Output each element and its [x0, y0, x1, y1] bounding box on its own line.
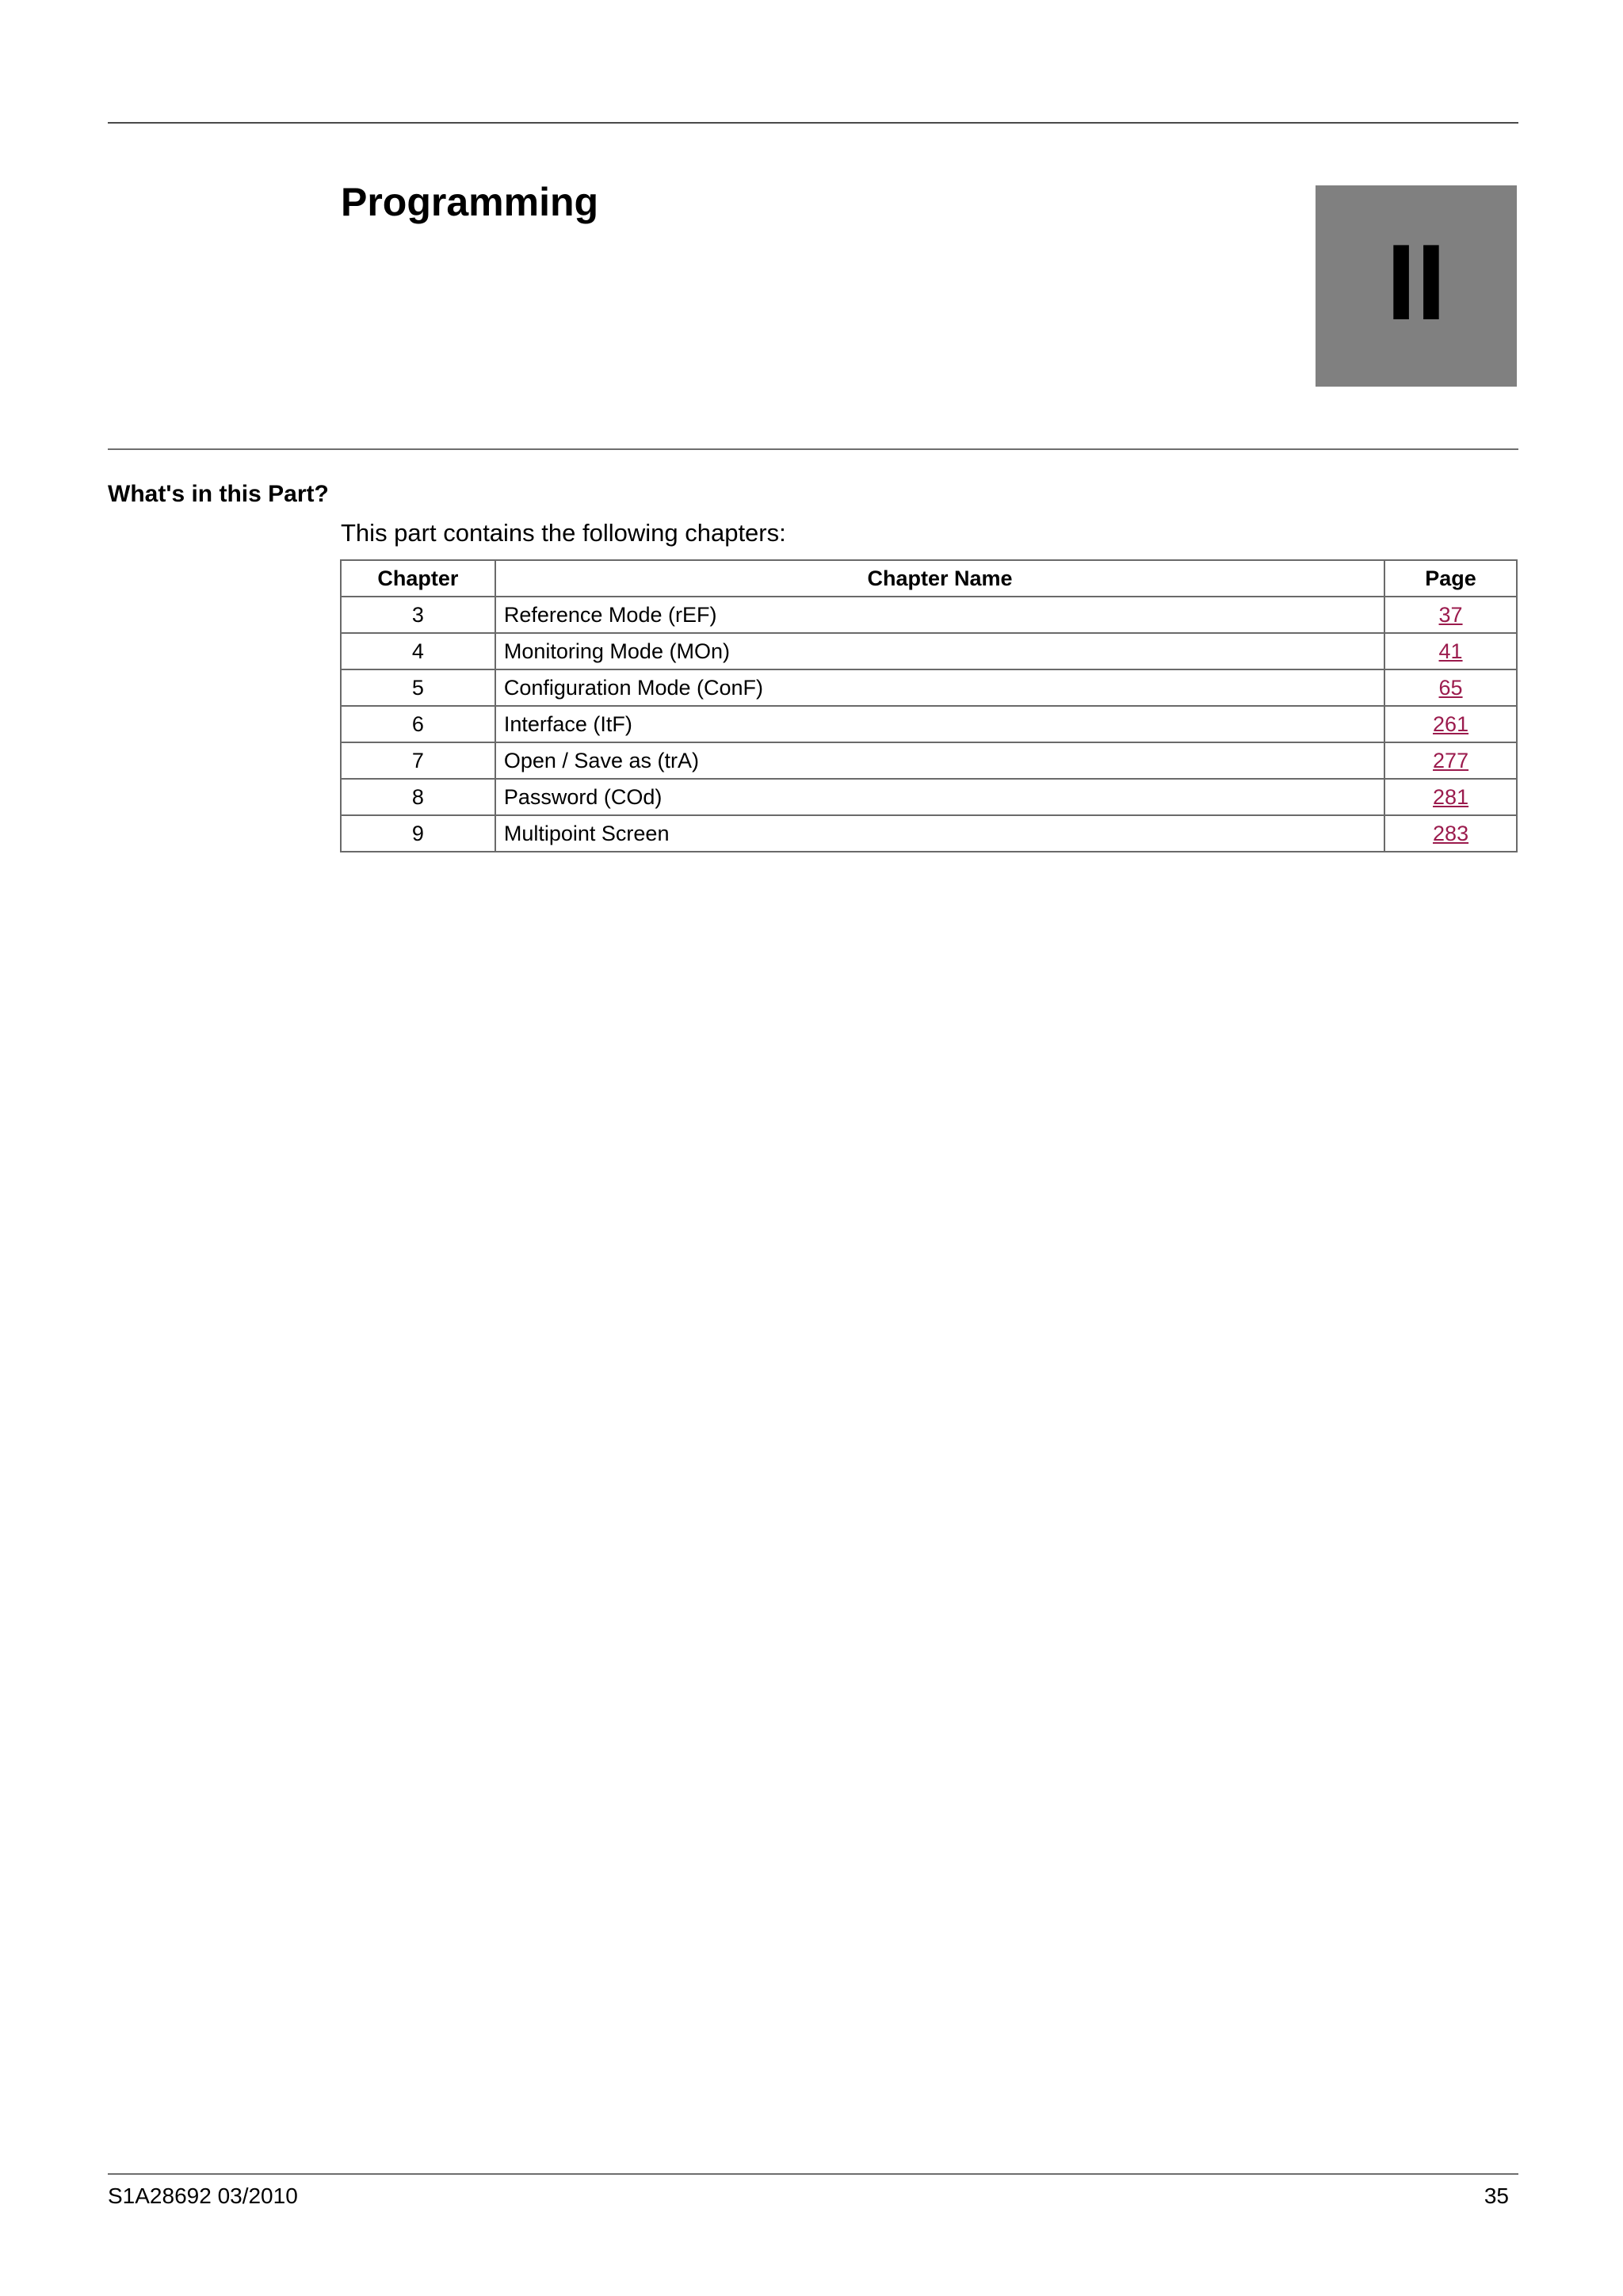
- chapter-number: 6: [341, 706, 495, 742]
- page-cell: [1384, 815, 1517, 852]
- column-header-page: Page: [1384, 560, 1517, 597]
- table-row: [341, 597, 1517, 633]
- table-row: [341, 742, 1517, 779]
- footer-page-number: 35: [1484, 2183, 1509, 2208]
- chapter-number: 5: [341, 669, 495, 706]
- chapter-name: Monitoring Mode (MOn): [495, 633, 1384, 669]
- page-cell: [1384, 669, 1517, 706]
- column-header-chapter-name: Chapter Name: [495, 560, 1384, 597]
- chapter-number: 9: [341, 815, 495, 852]
- chapter-name: Password (COd): [495, 779, 1384, 815]
- page-cell: [1384, 597, 1517, 633]
- chapters-table: [340, 559, 1518, 852]
- chapter-number: 7: [341, 742, 495, 779]
- top-divider: [108, 122, 1518, 124]
- column-header-chapter: Chapter: [341, 560, 495, 597]
- footer-divider: [108, 2173, 1518, 2175]
- part-number-box: [1316, 185, 1517, 387]
- chapter-name: Multipoint Screen: [495, 815, 1384, 852]
- table-row: [341, 669, 1517, 706]
- page-cell: [1384, 706, 1517, 742]
- chapter-number: 8: [341, 779, 495, 815]
- chapter-name: Open / Save as (trA): [495, 742, 1384, 779]
- footer-doc-reference: S1A28692 03/2010: [108, 2183, 298, 2208]
- section-heading: What's in this Part?: [108, 481, 329, 507]
- page-cell: [1384, 633, 1517, 669]
- table-row: [341, 779, 1517, 815]
- page-link[interactable]: 261: [1433, 712, 1469, 736]
- table-header-row: [341, 560, 1517, 597]
- part-title: Programming: [341, 180, 599, 224]
- table-row: [341, 815, 1517, 852]
- page-cell: [1384, 779, 1517, 815]
- page-link[interactable]: 65: [1438, 676, 1463, 700]
- page-cell: [1384, 742, 1517, 779]
- table-row: [341, 633, 1517, 669]
- chapter-number: 4: [341, 633, 495, 669]
- section-divider: [108, 448, 1518, 450]
- chapter-name: Configuration Mode (ConF): [495, 669, 1384, 706]
- page-link[interactable]: 277: [1433, 749, 1469, 772]
- table-row: [341, 706, 1517, 742]
- chapter-number: 3: [341, 597, 495, 633]
- part-numeral: II: [1386, 222, 1446, 342]
- page-link[interactable]: 37: [1438, 603, 1463, 627]
- page-link[interactable]: 281: [1433, 785, 1469, 809]
- page-link[interactable]: 283: [1433, 822, 1469, 845]
- page-link[interactable]: 41: [1438, 639, 1463, 663]
- chapter-name: Reference Mode (rEF): [495, 597, 1384, 633]
- section-intro: This part contains the following chapters:: [341, 519, 786, 547]
- chapter-name: Interface (ItF): [495, 706, 1384, 742]
